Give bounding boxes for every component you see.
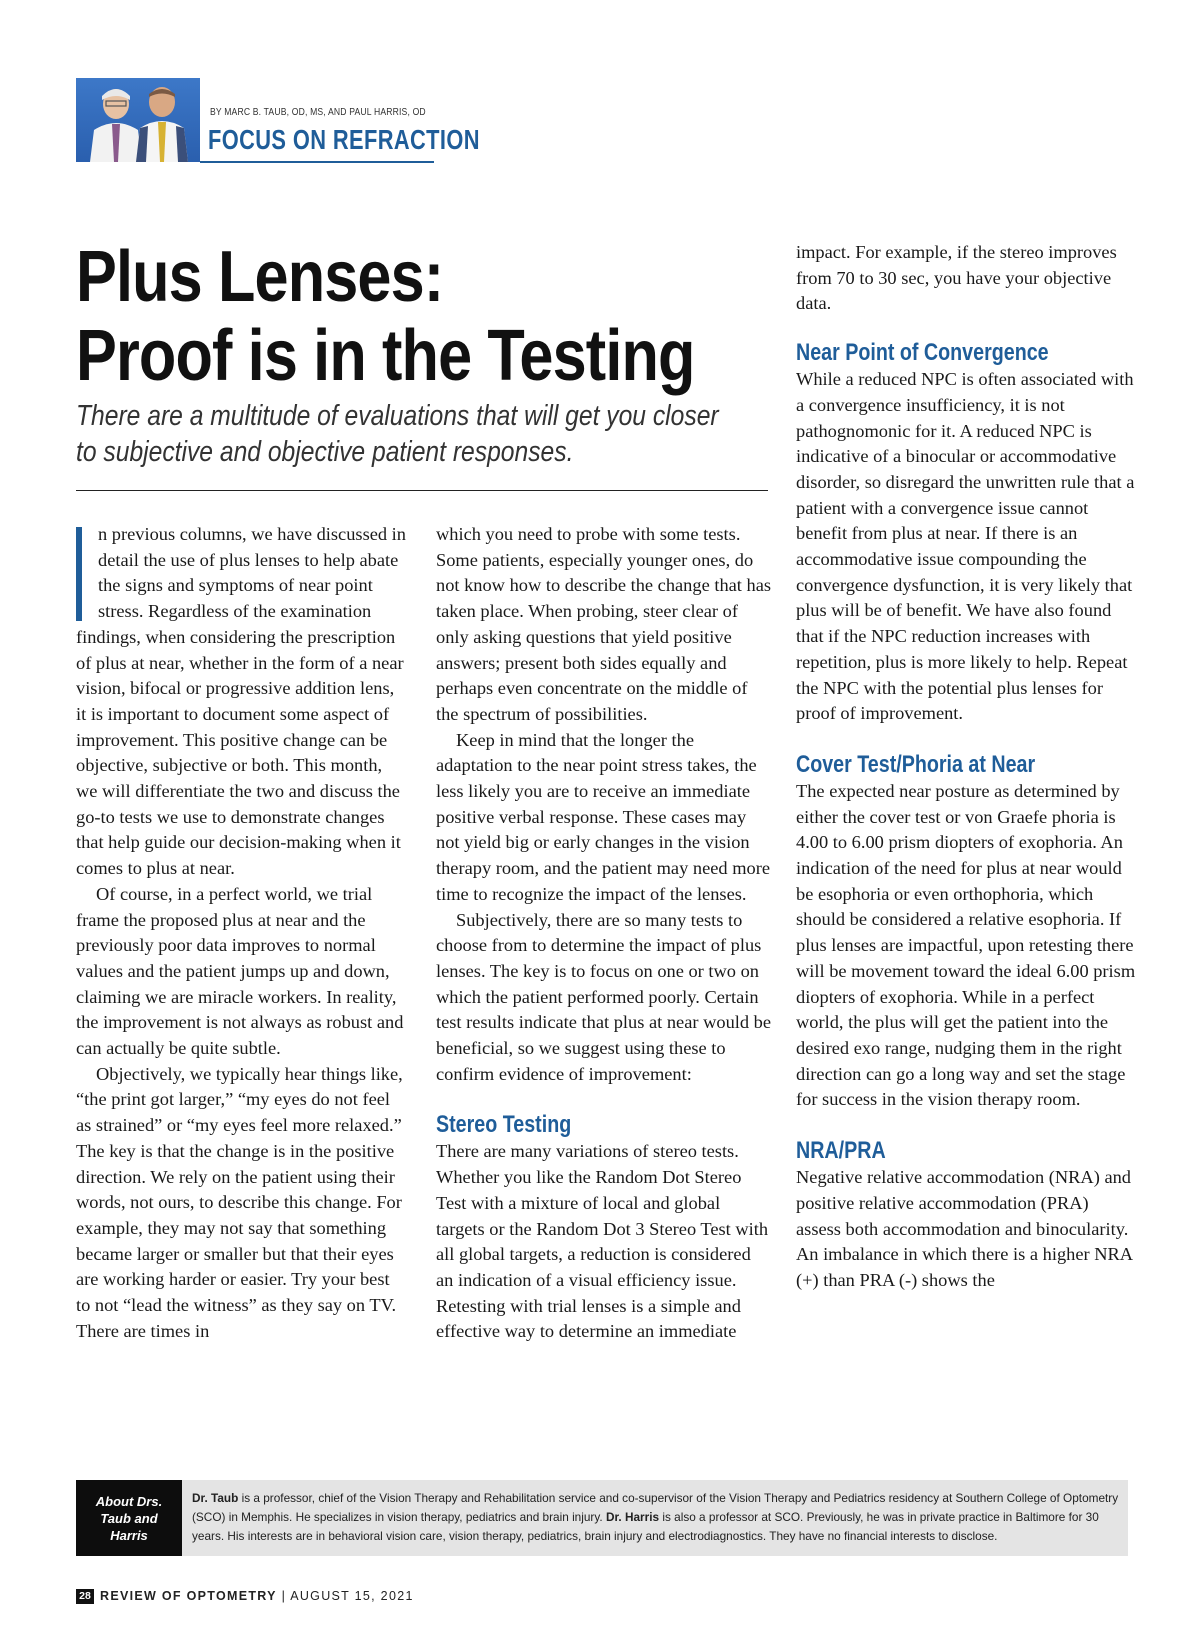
body-column-2 bbox=[436, 522, 772, 1345]
section-heading-stereo: Stereo Testing bbox=[436, 1111, 572, 1139]
section-heading-cover-test: Cover Test/Phoria at Near bbox=[796, 750, 1036, 778]
paragraph: While a reduced NPC is often associated with a convergence insufficiency, it is not pathognomonic for it. A reduced NPC is indicative of a binocular or accommodative disorder, so disregard the unwritten rule that a patient with a convergence issue cannot benefit from plus at near. If there is an accommodative issue compounding the convergence dysfunction, it is very likely that plus will be of benefit. We have also found that if the NPC reduction increases with repetition, plus is more likely to help. Repeat the NPC with the potential plus lenses for proof of improvement. bbox=[796, 369, 1135, 724]
article-title bbox=[76, 238, 695, 396]
running-footer bbox=[100, 1589, 414, 1604]
section-heading-npc: Near Point of Convergence bbox=[796, 339, 1049, 367]
page-number: 28 bbox=[76, 1589, 94, 1604]
about-label-text: About Drs. Taub and Harris bbox=[95, 1493, 163, 1543]
authors-photo bbox=[76, 78, 200, 162]
author-bio: is also a professor at SCO. Previously, he was in private practice in Baltimore for 30 years. His interests are in behavioral vision care, vision therapy, pediatrics, brain injury and electrodiagnostics. They have no financial interests to disclose. bbox=[192, 1510, 1099, 1543]
paragraph: impact. For example, if the stereo improves from 70 to 30 sec, you have your objective data. bbox=[796, 242, 1117, 314]
body-column-1 bbox=[76, 522, 406, 1345]
author-bio: is a professor, chief of the Vision Therapy and Rehabilitation service and co-supervisor of the Vision Therapy and Pediatrics residency at Southern College of Optometry (SCO) in Memphis. He specializes in vision therapy, pediatrics and brain injury. bbox=[192, 1491, 1119, 1524]
paragraph: Of course, in a perfect world, we trial frame the proposed plus at near and the previously poor data improves to normal values and the patient jumps up and down, claiming we are miracle workers. In reality, the improvement is not always as robust and can actually be quite subtle. bbox=[76, 883, 404, 1059]
drop-cap-bar bbox=[76, 527, 82, 621]
section-heading-nra-pra: NRA/PRA bbox=[796, 1137, 886, 1165]
body-column-3 bbox=[796, 240, 1136, 1294]
title-divider bbox=[76, 490, 768, 491]
about-authors-text bbox=[192, 1489, 1122, 1546]
paragraph: Subjectively, there are so many tests to choose from to determine the impact of plus lenses. The key is to focus on one or two on which the patient performed poorly. Certain test results indicate that plus at near would be beneficial, so we suggest using these to confirm evidence of improvement: bbox=[436, 909, 772, 1084]
publication-name: REVIEW OF OPTOMETRY bbox=[100, 1589, 277, 1603]
paragraph: Objectively, we typically hear things like, “the print got larger,” “my eyes do not feel as strained” or “my eyes feel more relaxed.” The key is that the change is in the positive direction. We rely on the patient using their words, not ours, to describe this change. For example, they may not say that something became larger or smaller but that their eyes are working harder or easier. Try your best to not “lead the witness” as they say on TV. There are times in bbox=[76, 1063, 403, 1341]
footer-separator: | bbox=[276, 1589, 291, 1603]
paragraph-text: n previous columns, we have discussed in detail the use of plus lenses to help abate the signs and symptoms of near point stress. Regardless of the examination findings, when considering the prescription of plus at near, whether in the form of a near vision, bifocal or progressive addition lens, it is important to document some aspect of improvement. This positive change can be objective, subjective or both. This month, we will differentiate the two and discuss the go-to tests we use to demonstrate changes that help guide our decision-making when it comes to plus at near. bbox=[76, 524, 406, 879]
author-name: Dr. Taub bbox=[192, 1491, 239, 1505]
paragraph: which you need to probe with some tests. Some patients, especially younger ones, do not know how to describe the change that has taken place. When probing, steer clear of only asking questions that yield positive answers; present both sides equally and perhaps even concentrate on the middle of the spectrum of possibilities. bbox=[436, 524, 772, 724]
byline: BY MARC B. TAUB, OD, MS, AND PAUL HARRIS, OD bbox=[210, 106, 426, 118]
issue-date: AUGUST 15, 2021 bbox=[290, 1589, 414, 1603]
paragraph: The expected near posture as determined by either the cover test or von Graefe phoria is 4.00 to 6.00 prism diopters of exophoria. An indication of the need for plus at near would be esophoria or even orthophoria, which should be considered a relative esophoria. If plus lenses are impactful, upon retesting there will be movement toward the ideal 6.00 prism diopters of exophoria. While in a perfect world, the plus will get the patient into the desired exo range, nudging them in the right direction can go a long way and set the stage for success in the vision therapy room. bbox=[796, 780, 1136, 1110]
paragraph: Negative relative accommodation (NRA) and positive relative accommodation (PRA) assess both accommodation and binocularity. An imbalance in which there is a higher NRA (+) than PRA (-) shows the bbox=[796, 1167, 1133, 1290]
author-name: Dr. Harris bbox=[605, 1510, 660, 1524]
paragraph bbox=[76, 522, 406, 882]
article-subtitle: There are a multitude of evaluations that will get you closer to subjective and objective patient responses. bbox=[76, 400, 719, 468]
article-title-line2: Proof is in the Testing bbox=[76, 316, 695, 396]
article-title-line1: Plus Lenses: bbox=[76, 237, 444, 317]
paragraph: Keep in mind that the longer the adaptation to the near point stress takes, the less likely you are to receive an immediate positive verbal response. These cases may not yield big or early changes in the vision therapy room, and the patient may need more time to recognize the impact of the lenses. bbox=[436, 729, 770, 904]
paragraph: There are many variations of stereo tests. Whether you like the Random Dot Stereo Test with a mixture of local and global targets or the Random Dot 3 Stereo Test with all global targets, a reduction is considered an indication of a visual efficiency issue. Retesting with trial lenses is a simple and effective way to determine an immediate bbox=[436, 1141, 769, 1342]
column-name: FOCUS ON REFRACTION bbox=[208, 124, 480, 155]
header-rule bbox=[200, 161, 434, 163]
about-authors-label bbox=[76, 1480, 182, 1556]
